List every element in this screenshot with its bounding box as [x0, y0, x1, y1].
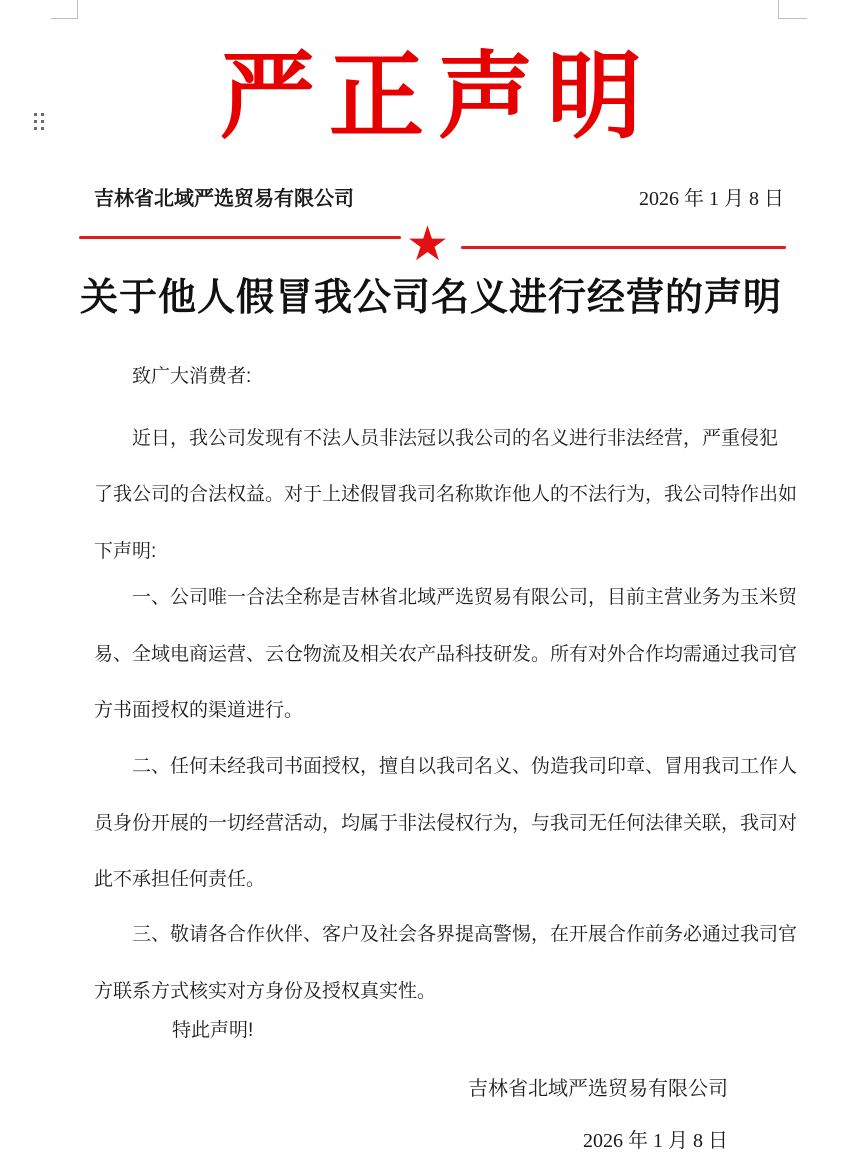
- paragraph-2-line-2: 易、全域电商运营、云仓物流及相关农产品科技研发。所有对外合作均需通过我司官: [94, 644, 798, 665]
- paragraph-3-line-1: 二、任何未经我司书面授权，擅自以我司名义、伪造我司印章、冒用我司工作人: [132, 756, 798, 777]
- margin-mark-top-left-vertical: [77, 0, 78, 19]
- paragraph-1-line-1: 近日，我公司发现有不法人员非法冠以我公司的名义进行非法经营，严重侵犯: [132, 428, 779, 449]
- paragraph-3-line-3: 此不承担任何责任。: [94, 869, 266, 890]
- closing-statement: 特此声明!: [172, 1020, 254, 1041]
- subject-heading: 关于他人假冒我公司名义进行经营的声明: [79, 277, 782, 319]
- paragraph-2-line-1: 一、公司唯一合法全称是吉林省北域严选贸易有限公司，目前主营业务为玉米贸: [132, 587, 798, 608]
- paragraph-1-line-3: 下声明:: [94, 541, 157, 562]
- margin-mark-top-right-horizontal: [778, 18, 807, 19]
- paragraph-2-line-3: 方书面授权的渠道进行。: [94, 700, 304, 721]
- signature-date: 2026 年 1 月 8 日: [583, 1130, 728, 1152]
- star-icon: ★: [406, 216, 450, 272]
- header-company-name: 吉林省北域严选贸易有限公司: [94, 188, 354, 210]
- paragraph-4-line-2: 方联系方式核实对方身份及授权真实性。: [94, 981, 437, 1002]
- margin-mark-top-right-vertical: [778, 0, 779, 19]
- divider-line-right: [461, 246, 786, 249]
- paragraph-3-line-2: 员身份开展的一切经营活动，均属于非法侵权行为，与我司无任何法律关联，我司对: [94, 813, 798, 834]
- divider-line-left: [79, 236, 401, 239]
- paragraph-4-line-1: 三、敬请各合作伙伴、客户及社会各界提高警惕，在开展合作前务必通过我司官: [132, 924, 798, 945]
- header-row: [94, 182, 784, 211]
- margin-mark-top-left-horizontal: [51, 18, 78, 19]
- signature-company: 吉林省北域严选贸易有限公司: [468, 1078, 728, 1100]
- document-title: 严正声明: [219, 44, 656, 150]
- salutation: 致广大消费者:: [132, 366, 252, 387]
- header-date: 2026 年 1 月 8 日: [639, 188, 784, 210]
- paragraph-1-line-2: 了我公司的合法权益。对于上述假冒我司名称欺诈他人的不法行为，我公司特作出如: [94, 484, 798, 505]
